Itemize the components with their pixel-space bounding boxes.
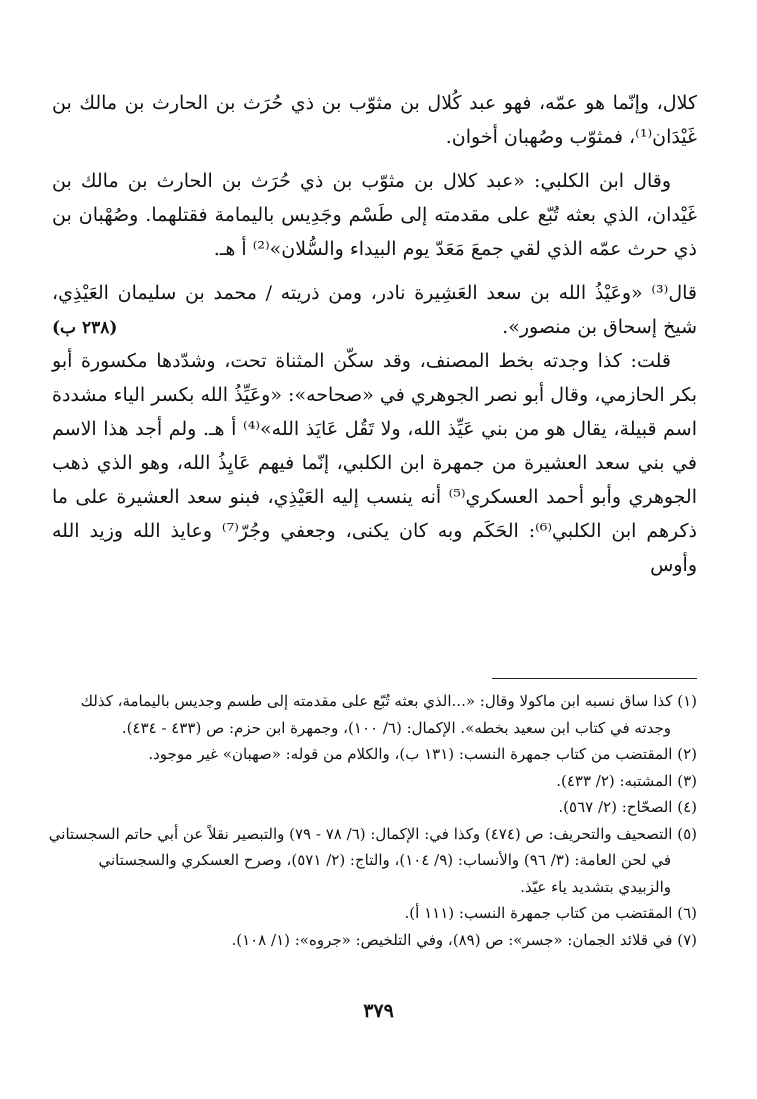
paragraph-2: وقال ابن الكلبي: «عبد كلال بن مثوّب بن ذي حُرَث بن الحارث بن مالك بن غَيْدان، الذي بعثه تُبّع على مقدمته إلى طَسْم وجَدِيس باليمامة فقتلهما. وصُهْبان بن ذي حرث عمّه الذي لقي جمعَ مَعَدّ يوم البيداء والسُّلان»⁽²⁾ أ هـ. xyxy=(52,170,697,260)
page-number: ٣٧٩ xyxy=(363,1000,394,1022)
footnote-2: (٢) المقتضب من كتاب جمهرة النسب: (١٣١ ب)، والكلام من قوله: «صهبان» غير موجود. xyxy=(148,745,697,763)
footnote-3: (٣) المشتبه: (٢/ ٤٣٣). xyxy=(556,771,697,790)
footnote-4: (٤) الصحّاح: (٢/ ٥٦٧). xyxy=(558,798,697,816)
main-text xyxy=(52,86,697,582)
footnote-1: (١) كذا ساق نسبه ابن ماكولا وقال: «...الذي بعثه تُبّع على مقدمته إلى طسم وجديس باليمامة، كذلك وجدته في كتاب ابن سعيد بخطه». الإكمال: (٦/ ١٠٠)، وجمهرة ابن حزم: ص (٤٣٣ - ٤٣٤). xyxy=(80,692,697,737)
footnote-7: (٧) في قلائد الجمان: «جسر»: ص (٨٩)، وفي التلخيص: «جروه»: (١/ ١٠٨). xyxy=(231,930,697,949)
manuscript-folio-note: (٢٣٨ ب) xyxy=(52,318,118,338)
footnote-6: (٦) المقتضب من كتاب جمهرة النسب: (١١١ أ). xyxy=(404,904,697,922)
footnotes xyxy=(47,688,697,953)
footnote-5: (٥) التصحيف والتحريف: ص (٤٧٤) وكذا في: الإكمال: (٦/ ٧٨ - ٧٩) والتبصير نقلاً عن أبي حاتم السجستاني في لحن العامة: (٣/ ٩٦) والأنساب: (٩/ ١٠٤)، والتاج: (٢/ ٥٧١)، وصرح العسكري والسجستاني والزبيدي بتشديد ياء عيّذ. xyxy=(48,824,697,896)
footnote-divider xyxy=(492,678,697,679)
paragraph-4: قلت: كذا وجدته بخط المصنف، وقد سكّن المثناة تحت، وشدّدها مكسورة أبو بكر الحازمي، وقال أبو نصر الجوهري في «صحاحه»: «وعَيِّذُ الله بكسر الياء مشددة اسم قبيلة، يقال هو من بني عَيِّذ الله، ولا تَقُل عَايَذ الله»⁽⁴⁾ أ هـ. ولم أجد هذا الاسم في بني سعد العشيرة من جمهرة ابن الكلبي، إنّما فيهم عَايِذُ الله، وهو الذي ذهب الجوهري وأبو أحمد العسكري⁽⁵⁾ أنه ينسب إليه العَيْذِي، فبنو سعد العشيرة على ما ذكرهم ابن الكلبي⁽⁶⁾: الحَكَم وبه كان يكنى، وجعفي وجُرّ⁽⁷⁾ وعايذ الله وزيد الله وأوس xyxy=(52,350,697,576)
paragraph-3: قال⁽³⁾ «وعَيْذُ الله بن سعد العَشِيرة نادر، ومن ذريته / محمد بن سليمان العَيْذِي، شيخ إسحاق بن منصور». xyxy=(52,282,697,338)
paragraph-1: كلال، وإنّما هو عمّه، فهو عبد كُلال بن مثوّب بن ذي حُرَث بن الحارث بن مالك بن غَيْدَان⁽¹⁾، فمثوّب وصُهبان أخوان. xyxy=(52,92,697,148)
